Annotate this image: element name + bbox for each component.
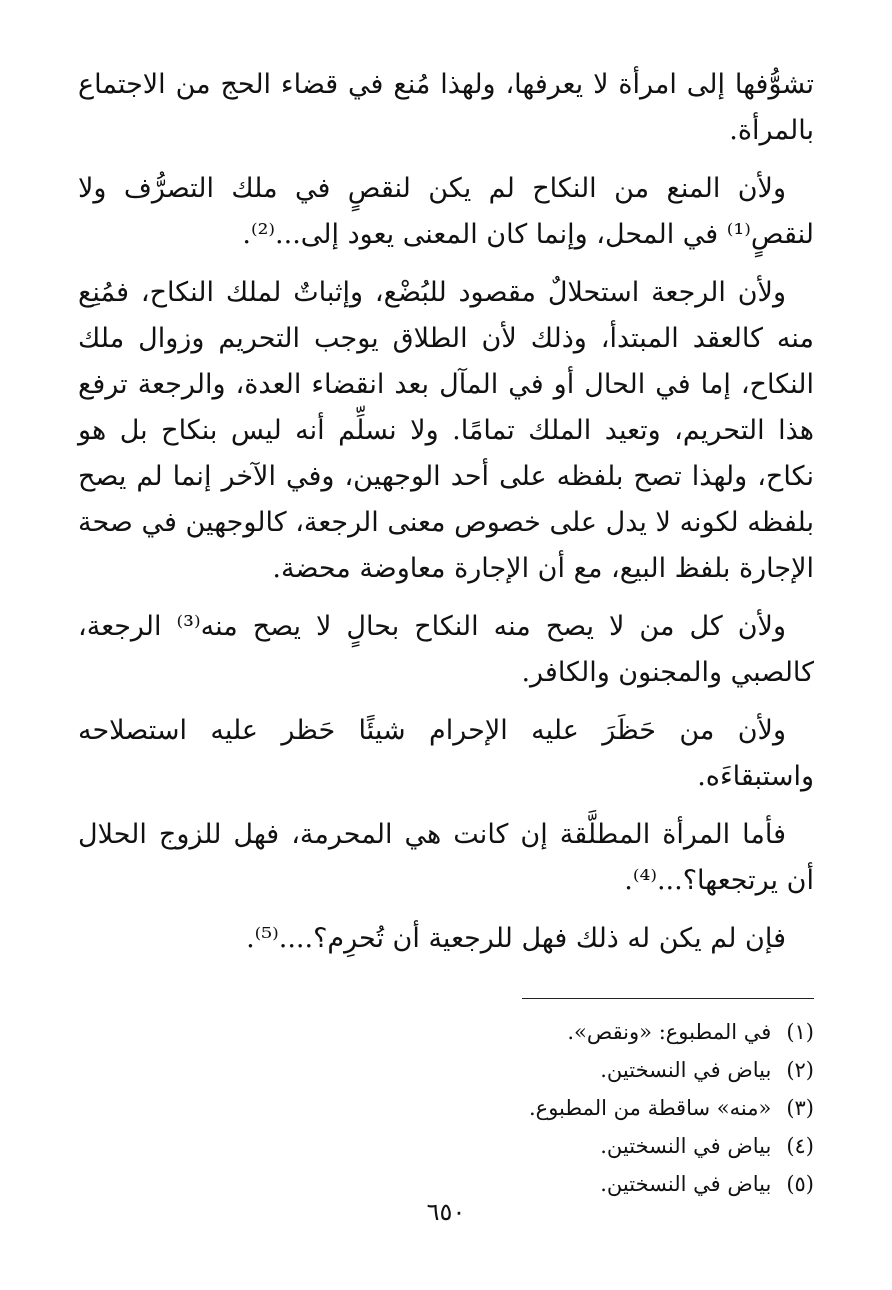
- paragraph-3: ولأن الرجعة استحلالٌ مقصود للبُضْع، وإثباتٌ لملك النكاح، فمُنِع منه كالعقد المبتدأ، وذلك لأن الطلاق يوجب التحريم وزوال ملك النكاح، إما في الحال أو في المآل بعد انقضاء العدة، والرجعة ترفع هذا التحريم، وتعيد الملك تمامًا. ولا نسلِّم أنه ليس بنكاح بل هو نكاح، ولهذا تصح بلفظه على أحد الوجهين، وفي الآخر إنما لم يصح بلفظه لكونه لا يدل على خصوص معنى الرجعة، كالوجهين في صحة الإجارة بلفظ البيع، مع أن الإجارة معاوضة محضة.: [78, 277, 814, 584]
- footnote-text: بياض في النسختين.: [600, 1134, 772, 1158]
- footnote-3: [78, 1089, 814, 1127]
- page-number: ٦٥٠: [426, 1198, 466, 1226]
- footnote-text: بياض في النسختين.: [600, 1172, 772, 1196]
- footnote-2: [78, 1051, 814, 1089]
- footnote-text: «منه» ساقطة من المطبوع.: [529, 1096, 772, 1120]
- footnote-1: [78, 1013, 814, 1051]
- footnote-number: (٥): [786, 1172, 814, 1196]
- paragraph-1: تشوُّفها إلى امرأة لا يعرفها، ولهذا مُنع في قضاء الحج من الاجتماع بالمرأة.: [78, 69, 814, 146]
- footnote-number: (٣): [786, 1096, 814, 1120]
- footnote-number: (١): [786, 1020, 814, 1044]
- footnote-number: (٤): [786, 1134, 814, 1158]
- paragraph-2: ولأن المنع من النكاح لم يكن لنقصٍ في ملك التصرُّف ولا لنقصٍ⁽¹⁾ في المحل، وإنما كان المعنى يعود إلى...⁽²⁾.: [78, 173, 814, 250]
- paragraph-7: فإن لم يكن له ذلك فهل للرجعية أن تُحرِم؟....⁽⁵⁾.: [246, 923, 786, 954]
- footnotes: [78, 1013, 814, 1203]
- footnote-separator: [522, 998, 814, 999]
- paragraph-5: ولأن من حَظَرَ عليه الإحرام شيئًا حَظر عليه استصلاحه واستبقاءَه.: [78, 715, 814, 792]
- paragraph-4: ولأن كل من لا يصح منه النكاح بحالٍ لا يصح منه⁽³⁾ الرجعة، كالصبي والمجنون والكافر.: [78, 611, 814, 688]
- footnote-text: في المطبوع: «ونقص».: [567, 1020, 772, 1044]
- footnote-text: بياض في النسختين.: [600, 1058, 772, 1082]
- footnote-number: (٢): [786, 1058, 814, 1082]
- footnote-4: [78, 1127, 814, 1165]
- paragraph-6: فأما المرأة المطلَّقة إن كانت هي المحرمة، فهل للزوج الحلال أن يرتجعها؟...⁽⁴⁾.: [78, 819, 814, 896]
